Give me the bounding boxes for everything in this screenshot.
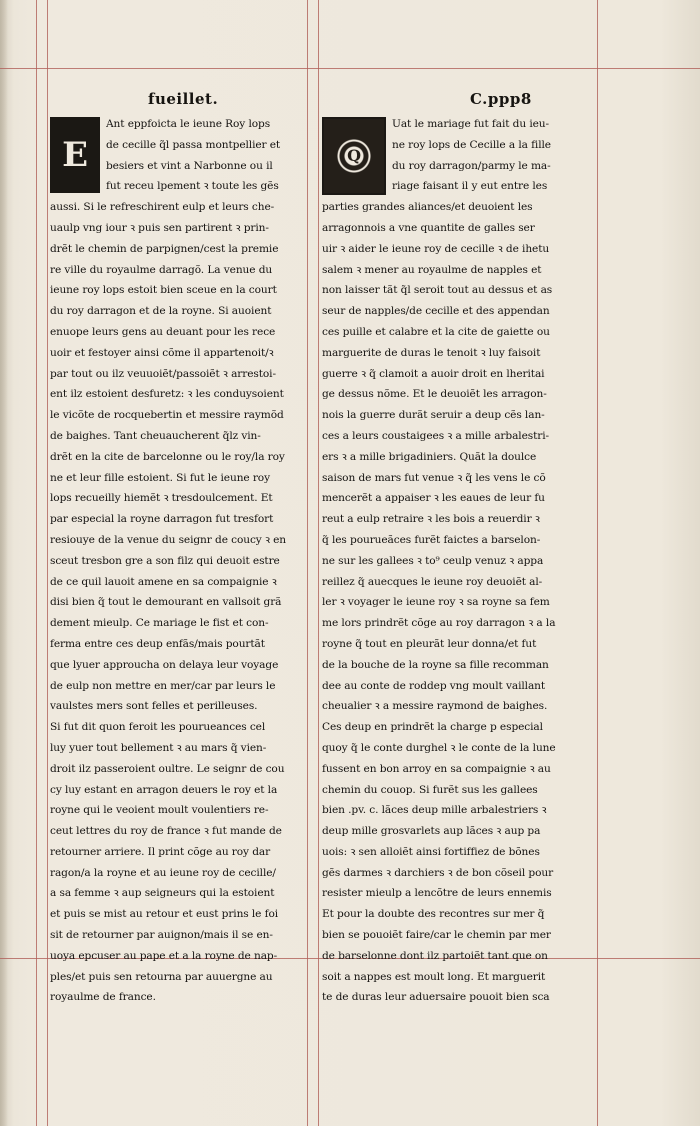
text-line: ples/et puis sen retourna par auuergne au: [50, 970, 273, 983]
text-line: guerre ꝛ q̃ clamoit a auoir droit en lheritai: [322, 367, 545, 380]
text-line: de ce quil lauoit amene en sa compaignie ꝛ: [50, 575, 277, 588]
text-line: re ville du royaulme darragõ. La venue du: [50, 263, 273, 276]
text-line: uoir et festoyer ainsi cõme il appartenoit/ꝛ: [50, 346, 274, 359]
text-line: resister mieulp a lencõtre de leurs ennemis: [322, 887, 552, 900]
header-rule-top: [0, 68, 700, 69]
text-line: Ces deup en prindrẽt la charge p especial: [322, 721, 543, 734]
text-column-right: [322, 114, 596, 1008]
text-line: uoya epcuser au pape et a la royne de nap-: [50, 949, 278, 962]
text-line: enuope leurs gens au deuant pour les rece: [50, 325, 276, 338]
text-line: le vicõte de rocquebertin et messire raymõd: [50, 409, 284, 422]
text-line: q̃ les pourueãces furẽt faictes a barselon-: [322, 533, 541, 546]
text-line: ferma entre ces deup enfãs/mais pourtãt: [50, 637, 265, 650]
text-line: reillez q̃ auecques le ieune roy deuoiẽt al-: [322, 575, 543, 588]
initial-letter-left: E: [50, 117, 100, 193]
text-line: de barselonne dont ilz partoiẽt tant que on: [322, 949, 548, 962]
text-line: marguerite de duras le tenoit ꝛ luy faisoit: [322, 346, 541, 359]
text-line: nois la guerre durãt seruir a deup cẽs lan-: [322, 409, 545, 422]
text-line: bien se pouoiẽt faire/car le chemin par mer: [322, 929, 551, 942]
text-line: et puis se mist au retour et eust prins le foi: [50, 908, 279, 921]
text-line: de eulp non mettre en mer/car par leurs le: [50, 679, 276, 692]
text-line: ieune roy lops estoit bien sceue en la court: [50, 284, 277, 297]
text-line: vaulstes mers sont felles et perilleuses.: [50, 700, 258, 713]
text-line: riage faisant il y eut entre les: [392, 180, 548, 193]
text-line: ne roy lops de Cecille a la fille: [392, 138, 551, 151]
text-line: soit a nappes est moult long. Et marguerit: [322, 970, 546, 983]
text-line: cy luy estant en arragon deuers le roy et la: [50, 783, 278, 796]
text-line: du roy darragon/parmy le ma-: [392, 159, 551, 172]
text-line: ceut lettres du roy de france ꝛ fut mande de: [50, 825, 282, 838]
text-line: de baighes. Tant cheuaucherent q̃lz vin-: [50, 429, 261, 442]
text-line: royaulme de france.: [50, 991, 156, 1004]
text-line: besiers et vint a Narbonne ou il: [106, 159, 273, 172]
text-line: luy yuer tout bellement ꝛ au mars q̃ vien-: [50, 741, 267, 754]
text-line: lops recueilly hiemẽt ꝛ tresdoulcement. Et: [50, 492, 273, 505]
text-line: reut a eulp retraire ꝛ les bois a reuerdir ꝛ: [322, 513, 540, 526]
text-column-left: [50, 114, 306, 1008]
text-line: fut receu lpement ꝛ toute les gẽs: [106, 180, 279, 193]
text-line: royne q̃ tout en pleurãt leur donna/et fut: [322, 637, 537, 650]
text-line: de la bouche de la royne sa fille recomman: [322, 658, 549, 671]
text-line: gẽs darmes ꝛ darchiers ꝛ de bon cõseil pour: [322, 866, 554, 879]
text-line: me lors prindrẽt cõge au roy darragon ꝛ a la: [322, 617, 556, 630]
initial-letter-right: [322, 117, 386, 195]
text-line: disi bien q̃ tout le demourant en vallsoit grã: [50, 596, 282, 609]
text-line: retourner arriere. Il print cõge au roy dar: [50, 845, 271, 858]
text-line: mencerẽt a appaiser ꝛ les eaues de leur fu: [322, 492, 545, 505]
text-line: deup mille grosvarlets aup lãces ꝛ aup pa: [322, 825, 541, 838]
text-line: Et pour la doubte des recontres sur mer q̃: [322, 908, 545, 921]
text-line: cheualier ꝛ a messire raymond de baighes.: [322, 700, 548, 713]
text-line: non laisser tãt q̃l seroit tout au dessus et as: [322, 284, 553, 297]
text-line: ent ilz estoient desfuretz: ꝛ les conduysoient: [50, 388, 284, 401]
text-line: ne et leur fille estoient. Si fut le ieune roy: [50, 471, 270, 484]
text-line: sceut tresbon gre a son filz qui deuoit estre: [50, 554, 280, 567]
text-line: sit de retourner par auignon/mais il se en-: [50, 929, 273, 942]
text-line: parties grandes aliances/et deuoient les: [322, 201, 533, 214]
text-line: arragonnois a vne quantite de galles ser: [322, 221, 535, 234]
text-line: ragon/a la royne et au ieune roy de cecille/: [50, 866, 276, 879]
text-line: droit ilz passeroient oultre. Le seignr de cou: [50, 762, 285, 775]
text-line: fussent en bon arroy en sa compaignie ꝛ au: [322, 762, 551, 775]
text-line: salem ꝛ mener au royaulme de napples et: [322, 263, 542, 276]
text-line: ne sur les gallees ꝛ to⁹ ceulp venuz ꝛ appa: [322, 554, 544, 567]
text-line: ers ꝛ a mille brigadiniers. Quãt la doulce: [322, 450, 537, 463]
text-line: drẽt le chemin de parpignen/cest la premie: [50, 242, 279, 255]
text-line: uaulp vng iour ꝛ puis sen partirent ꝛ prin-: [50, 221, 269, 234]
running-header-left: fueillet.: [148, 90, 219, 108]
text-line: drẽt en la cite de barcelonne ou le roy/la roy: [50, 450, 285, 463]
text-line: Ant eppfoicta le ieune Roy lops: [106, 118, 271, 130]
text-line: bien .pv. c. lãces deup mille arbalestriers ꝛ: [322, 804, 547, 817]
text-line: chemin du couop. Si furẽt sus les gallees: [322, 783, 538, 796]
text-line: saison de mars fut venue ꝛ q̃ les vens le cõ: [322, 471, 546, 484]
text-line: dee au conte de roddep vng moult vaillant: [322, 679, 546, 692]
folio-number: C.ppp8: [470, 90, 532, 108]
text-line: quoy q̃ le conte durghel ꝛ le conte de la lune: [322, 741, 556, 754]
text-line: de cecille q̃l passa montpellier et: [106, 138, 281, 151]
text-line: Si fut dit quon feroit les pourueances cel: [50, 721, 266, 734]
text-line: ces a leurs coustaigees ꝛ a mille arbalestri-: [322, 429, 549, 442]
text-line: Uat le mariage fut fait du ieu-: [392, 118, 549, 130]
text-line: aussi. Si le refreschirent eulp et leurs che-: [50, 201, 275, 214]
text-line: que lyuer approucha on delaya leur voyage: [50, 658, 279, 671]
text-line: ler ꝛ voyager le ieune roy ꝛ sa royne sa fem: [322, 596, 550, 609]
text-line: uois: ꝛ sen alloiẽt ainsi fortiffiez de bõnes: [322, 845, 540, 858]
text-line: ge dessus nõme. Et le deuoiẽt les arragon-: [322, 388, 547, 401]
text-line: te de duras leur aduersaire pouoit bien sca: [322, 991, 550, 1004]
text-line: seur de napples/de cecille et des appendan: [322, 305, 550, 318]
text-line: ces puille et calabre et la cite de gaiette ou: [322, 325, 550, 338]
text-line: par especial la royne darragon fut tresfort: [50, 513, 274, 526]
text-line: dement mieulp. Ce mariage le fist et con-: [50, 617, 269, 630]
text-line: uir ꝛ aider le ieune roy de cecille ꝛ de ihetu: [322, 242, 550, 255]
text-line: du roy darragon et de la royne. Si auoient: [50, 305, 272, 318]
initial-letter-right-glyph: Q: [347, 145, 361, 165]
text-line: royne qui le veoient moult voulentiers re-: [50, 804, 269, 817]
text-line: par tout ou ilz veuuoiẽt/passoiẽt ꝛ arrestoi-: [50, 367, 276, 380]
text-line: resiouye de la venue du seignr de coucy ꝛ en: [50, 533, 287, 546]
text-line: a sa femme ꝛ aup seigneurs qui la estoient: [50, 887, 275, 900]
